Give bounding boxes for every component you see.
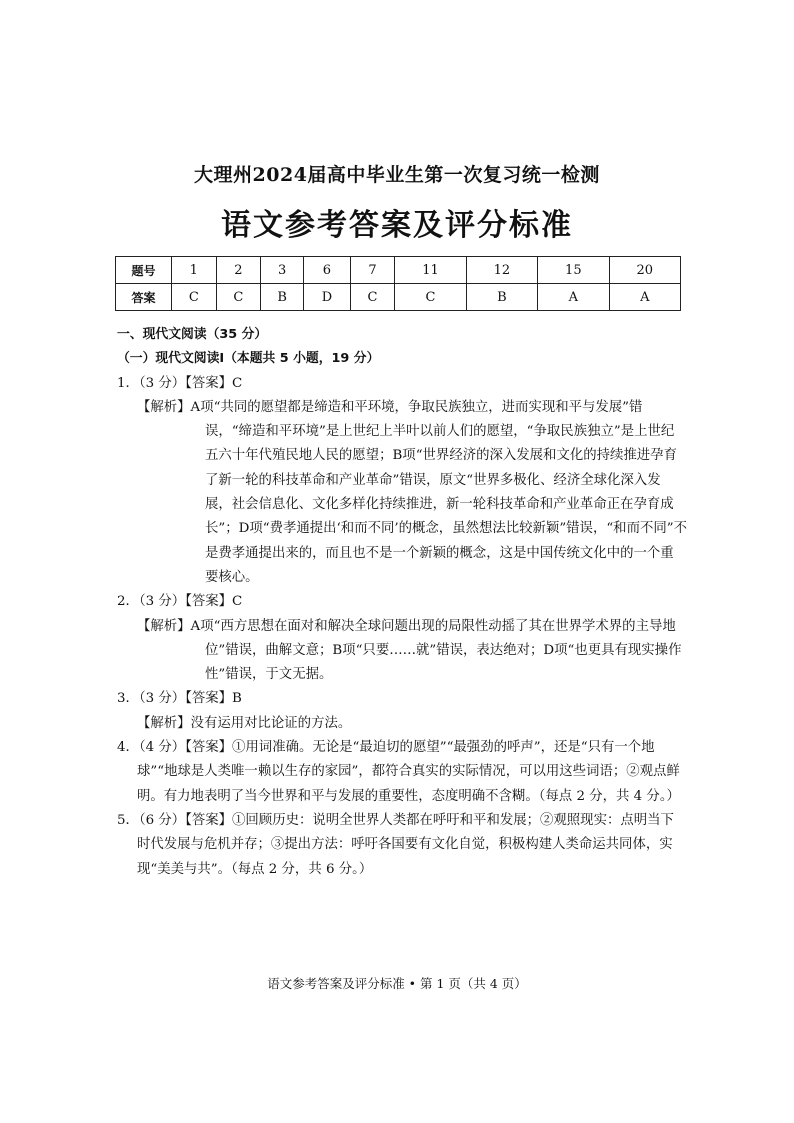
table-cell: 12 xyxy=(466,257,537,284)
table-cell: C xyxy=(216,284,261,311)
document-subtitle: 语文参考答案及评分标准 xyxy=(221,208,573,243)
table-cell: 20 xyxy=(609,257,680,284)
table-header-number: 题号 xyxy=(116,257,172,284)
table-row-answers xyxy=(116,284,681,311)
page-footer: 语文参考答案及评分标准 • 第 1 页（共 4 页） xyxy=(267,976,527,991)
question-1-analysis: 【解析】A项“共同的愿望都是缔造和平环境，争取民族独立，进而实现和平与发展”错误，“缔造和平环境”是上世纪上半叶以前人们的愿望，“争取民族独立”是上世纪五六十年代殖民地人民的愿望；B项“世界经济的深入发展和文化的持续推进孕育了新一轮的科技革命和产业革命”错误，原文“世界多极化、经济全球化深入发展，社会信息化、文化多样化持续推进，新一轮科技革命和产业革命正在孕育成长”；D项“费孝通提出‘和而不同’的概念，虽然想法比较新颖”错误，“和而不同”不是费孝通提出来的，而且也不是一个新颖的概念，这是中国传统文化中的一个重要核心。 xyxy=(137,399,687,585)
question-1-answer: 1．（3 分）【答案】C xyxy=(117,375,243,391)
table-cell: 1 xyxy=(172,257,217,284)
table-cell: 2 xyxy=(216,257,261,284)
answer-content xyxy=(117,323,687,882)
table-cell: 15 xyxy=(538,257,609,284)
question-2-answer: 2．（3 分）【答案】C xyxy=(117,594,243,610)
table-header-answer: 答案 xyxy=(116,284,172,311)
question-2-analysis: 【解析】A项“西方思想在面对和解决全球问题出现的局限性动摇了其在世界学术界的主导地位”错误，曲解文意；B项“只要……就”错误，表达绝对；D项“也更具有现实操作性”错误，于文无据。 xyxy=(137,618,682,683)
subsection-heading: （一）现代文阅读Ⅰ（本题共 5 小题，19 分） xyxy=(117,351,380,367)
question-4-answer: 4．（4 分）【答案】①用词准确。无论是“最迫切的愿望”“最强劲的呼声”，还是“只有一个地球”“地球是人类唯一赖以生存的家园”，都符合真实的实际情况，可以用这些词语；②观点鲜明。有力地表明了当今世界和平与发展的重要性，态度明确不含糊。（每点 2 分，共 4 分。） xyxy=(117,740,680,804)
section-heading: 一、现代文阅读（35 分） xyxy=(117,327,268,342)
table-row-numbers xyxy=(116,257,681,284)
question-5-answer: 5．（6 分）【答案】①回顾历史：说明全世界人类都在呼吁和平和发展；②观照现实：点明当下时代发展与危机并存；③提出方法：呼吁各国要有文化自觉，积极构建人类命运共同体，实现“美美与共”。（每点 2 分，共 6 分。） xyxy=(117,812,674,877)
answer-table xyxy=(115,256,681,311)
table-cell: A xyxy=(609,284,680,311)
table-cell: C xyxy=(350,284,395,311)
question-3-answer: 3．（3 分）【答案】B xyxy=(117,691,242,707)
document-title: 大理州2024届高中毕业生第一次复习统一检测 xyxy=(194,164,600,186)
question-3-analysis: 【解析】没有运用对比论证的方法。 xyxy=(137,715,352,731)
table-cell: B xyxy=(261,284,304,311)
table-cell: C xyxy=(395,284,466,311)
table-cell: A xyxy=(538,284,609,311)
table-cell: 3 xyxy=(261,257,304,284)
table-cell: B xyxy=(466,284,537,311)
table-cell: 6 xyxy=(304,257,351,284)
table-cell: 11 xyxy=(395,257,466,284)
table-cell: 7 xyxy=(350,257,395,284)
table-cell: C xyxy=(172,284,217,311)
table-cell: D xyxy=(304,284,351,311)
